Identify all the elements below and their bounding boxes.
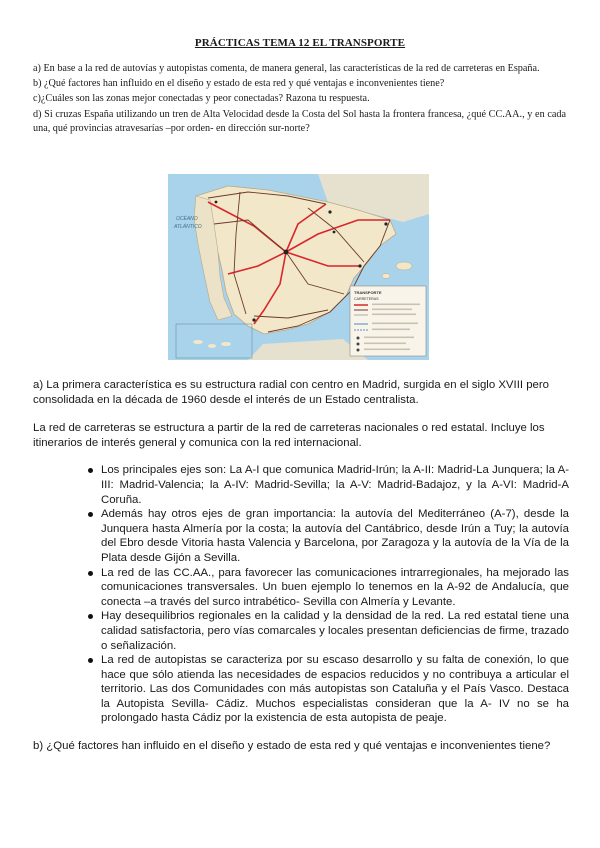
question-a: a) En base a la red de autovías y autopistas comenta, de manera general, las características de la red de carreteras en España.	[33, 63, 540, 74]
bullet-item: La red de autopistas se caracteriza por su escaso desarrollo y su falta de conexión, lo que hace que sólo atienda las necesidades de espacios reducidos y no contribuya a articular el territorio. Las dos Comunidades con más autopistas son Cataluña y el País Vasco. Destaca la Autopista Sevilla- Cádiz. Muchos especialistas consideran que la A- IV no se ha prolongado hasta Cádiz por la existencia de esta autopista de peaje.	[101, 654, 569, 725]
bullet-item: Los principales ejes son: La A-I que comunica Madrid-Irún; la A-II: Madrid-La Junquera; la A-III: Madrid-Valencia; la A-IV: Madrid-Sevilla; la A-V: Madrid-Badajoz, y la A-VI: Madrid-A Coruña.	[101, 464, 569, 506]
ibiza-island	[382, 274, 390, 279]
answer-paragraph-2: La red de carreteras se estructura a partir de la red de carreteras nacionales o red estatal. Incluye los itinerarios de interés general y comunica con la red internacional.	[33, 422, 545, 449]
page-title: PRÁCTICAS TEMA 12 EL TRANSPORTE	[194, 37, 406, 49]
answer-paragraph-1: a) La primera característica es su estructura radial con centro en Madrid, surgida en el siglo XVIII pero consolidada en la década de 1960 desde el interés de un Estado centralista.	[33, 379, 549, 406]
city-madrid	[284, 250, 289, 255]
canary-island-2	[208, 344, 216, 348]
map-illustration	[168, 174, 429, 360]
bullet-item: La red de las CC.AA., para favorecer las comunicaciones intrarregionales, ha mejorado las comunicaciones transversales. Un buen ejemplo lo tenemos en la A-92 de Andalucía, que conecta –a través del surco intrabético- Sevilla con Almería y Levante.	[101, 566, 569, 608]
legend-title: TRANSPORTE	[354, 290, 382, 295]
question-d: d) Si cruzas España utilizando un tren de Alta Velocidad desde la Costa del Sol hasta la frontera francesa, ¿qué CC.AA., y en cada una, qué provincias atravesarías –por orden- en dirección sur-norte?	[33, 108, 566, 134]
question-b-repeat: b) ¿Qué factores han influido en el diseño y estado de esta red y qué ventajas e inconvenientes tiene?	[33, 740, 551, 753]
city-sevilla	[252, 318, 255, 321]
legend-subtitle: CARRETERAS	[354, 297, 379, 301]
answers-section	[33, 378, 569, 754]
canary-island-1	[193, 340, 203, 344]
city-valencia	[358, 264, 361, 267]
canary-inset-frame	[176, 324, 252, 358]
question-c: c)¿Cuáles son las zonas mejor conectadas y peor conectadas? Razona tu respuesta.	[33, 93, 370, 105]
canary-island-3	[221, 342, 231, 346]
questions-list	[33, 62, 566, 137]
city-bilbao	[328, 210, 331, 213]
bullet-list	[33, 463, 569, 726]
bullet-item: Además hay otros ejes de gran importancia: la autovía del Mediterráneo (A-7), desde la Junquera hasta Almería por la costa; la autovía del Cantábrico, desde Irún a Tuy; la autovía del Ebro desde Vitoria hasta Valencia y Barcelona, por Zaragoza y la autovía de la Vía de la Plata desde Gijón a Sevilla.	[101, 508, 569, 564]
road-network-map	[168, 174, 429, 360]
ocean-label-1: OCÉANO	[176, 216, 198, 222]
balearic-islands	[396, 262, 412, 270]
city-zaragoza	[333, 231, 336, 234]
bullet-item: Hay desequilibrios regionales en la calidad y la densidad de la red. La red estatal tiene una calidad satisfactoria, pero vías comarcales y locales presentan deficiencias de firme, trazado o señalización.	[101, 610, 569, 652]
city-coruna	[215, 201, 218, 204]
city-barcelona	[384, 222, 387, 225]
ocean-label-2: ATLÁNTICO	[174, 224, 202, 230]
question-b: b) ¿Qué factores han influido en el diseño y estado de esta red y qué ventajas e inconvenientes tiene?	[33, 78, 445, 90]
